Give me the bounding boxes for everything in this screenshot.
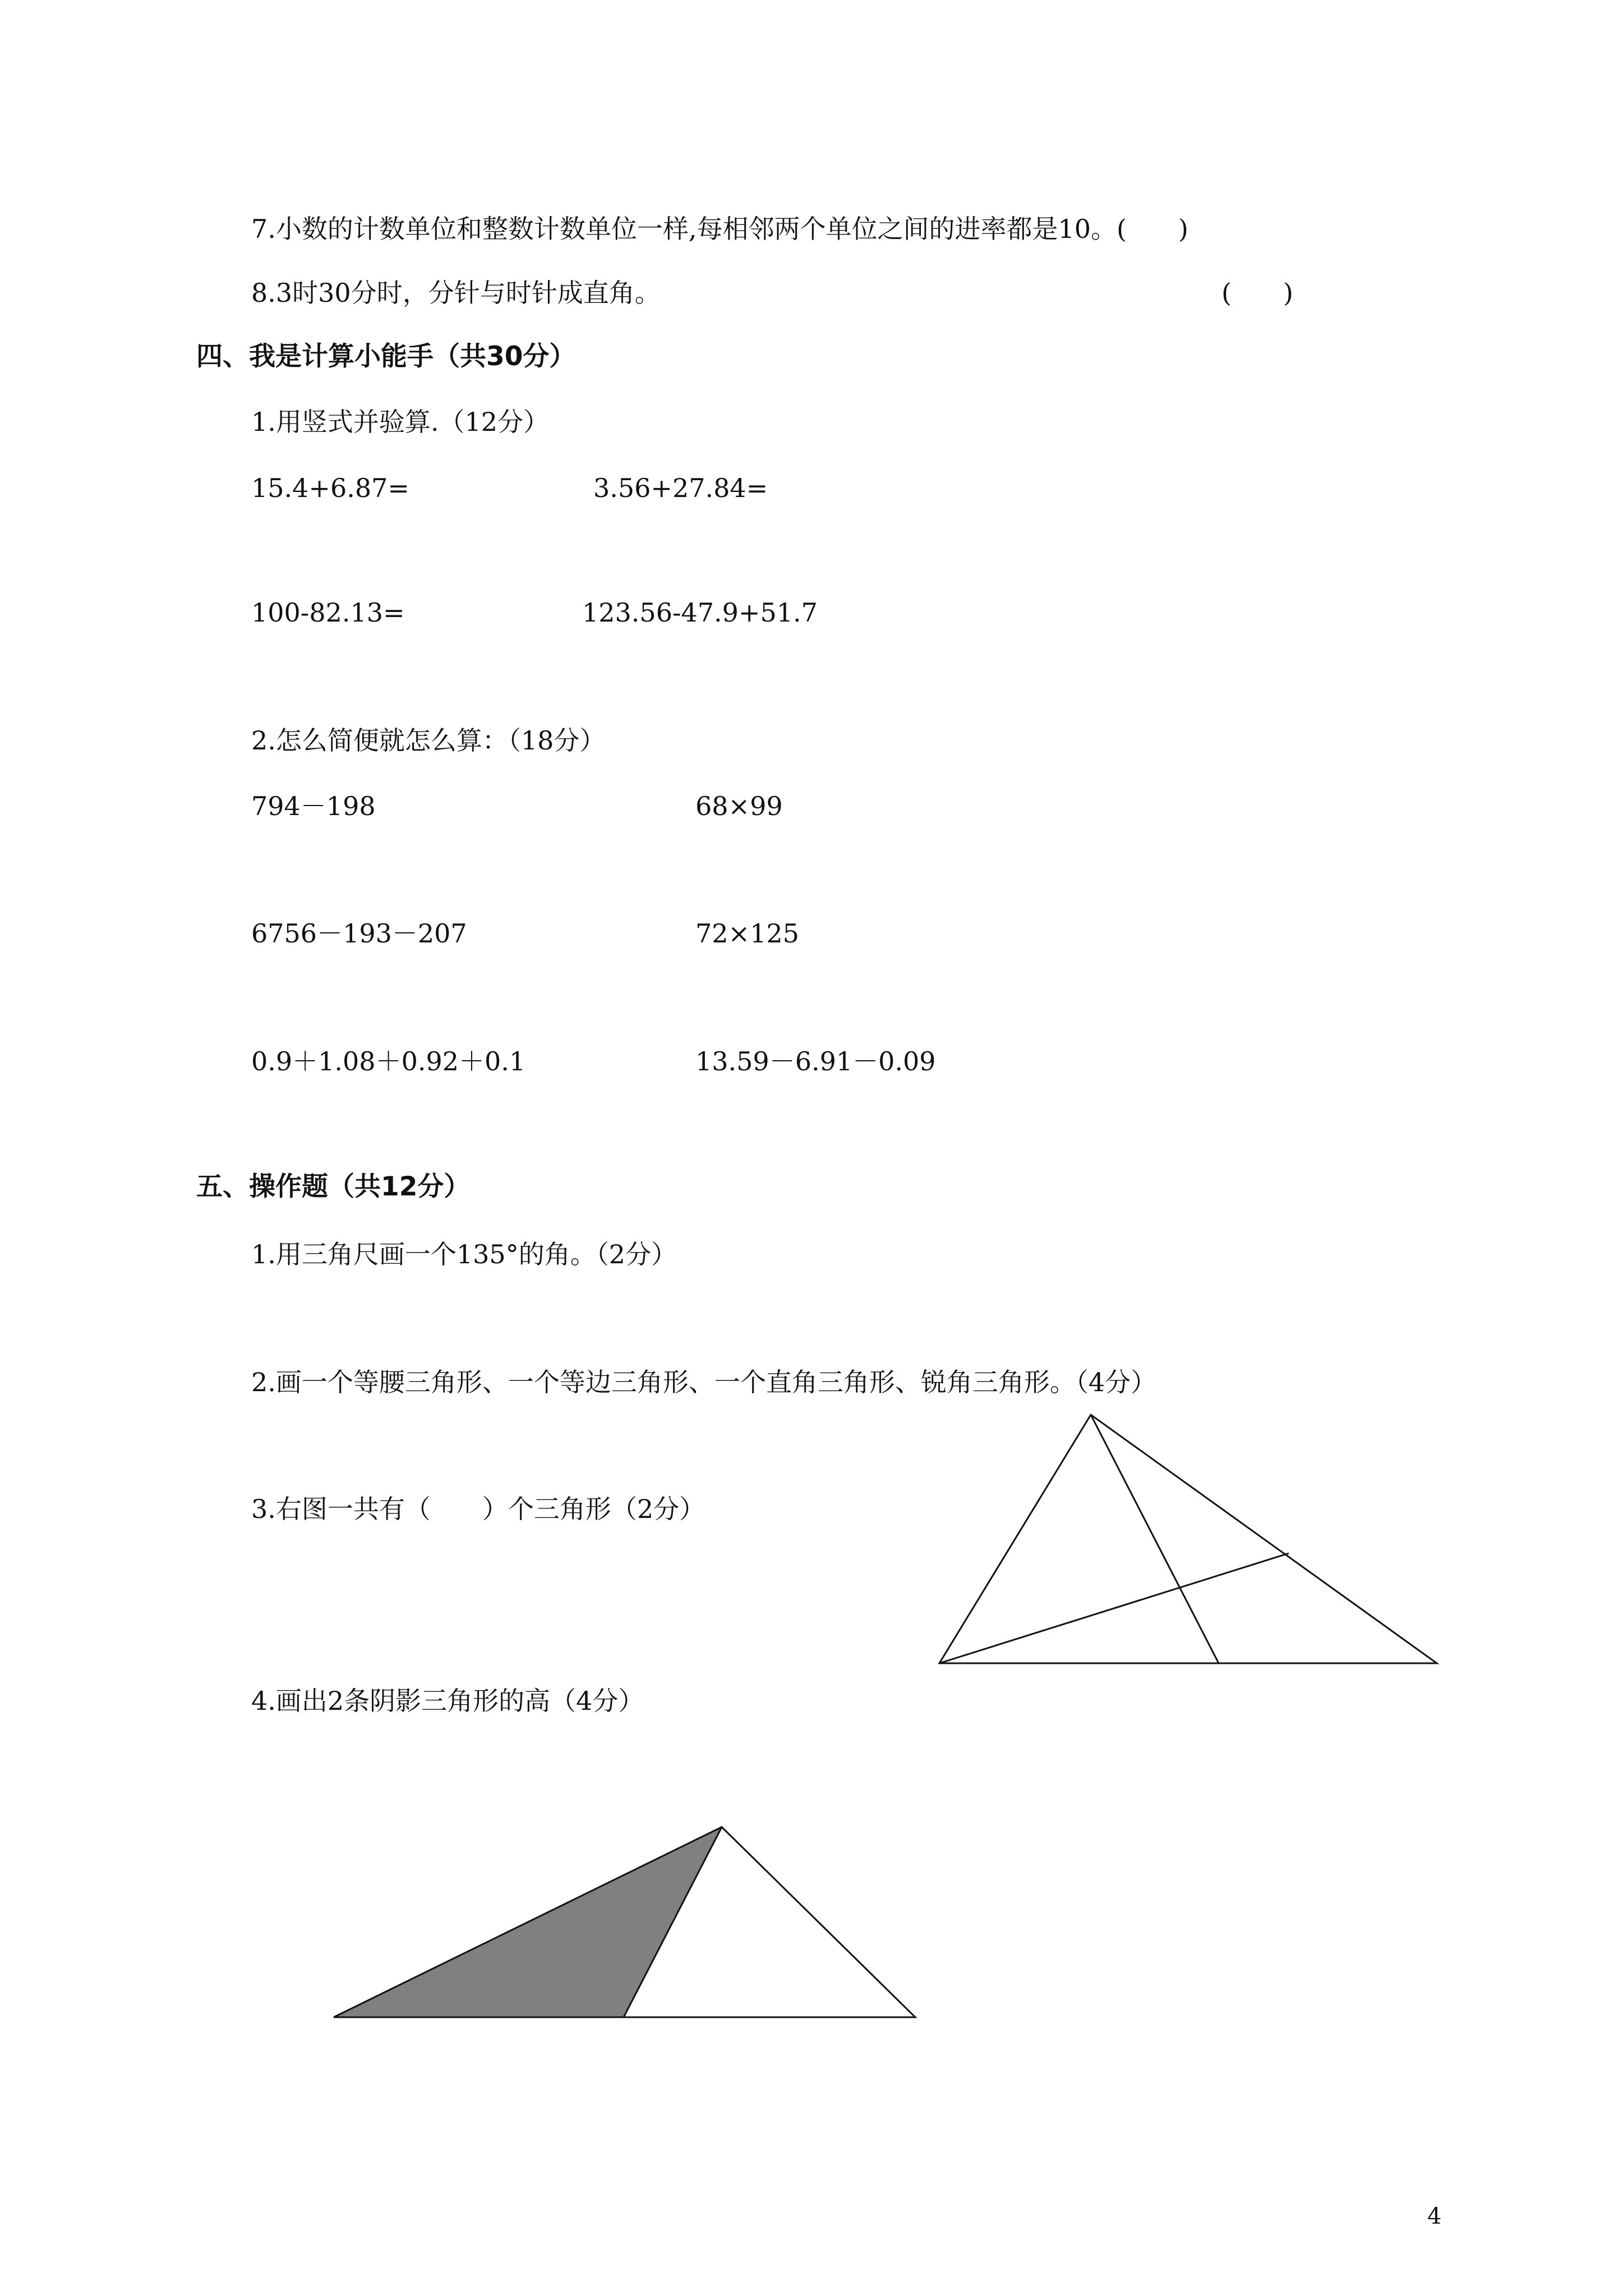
- simplify-expr-2: 68×99: [695, 791, 783, 821]
- section-4-title: 四、我是计算小能手（共30分）: [196, 341, 576, 372]
- triangle-count-figure: [931, 1402, 1447, 1683]
- vertical-calc-expr-2: 3.56+27.84=: [593, 473, 768, 503]
- section-5-q1: 1.用三角尺画一个135°的角。（2分）: [251, 1239, 677, 1269]
- section-4-q1-title: 1.用竖式并验算.（12分）: [251, 407, 550, 437]
- section-5-title: 五、操作题（共12分）: [196, 1171, 471, 1202]
- section-5-q4: 4.画出2条阴影三角形的高（4分）: [251, 1686, 644, 1716]
- judge-item-7: 7.小数的计数单位和整数计数单位一样,每相邻两个单位之间的进率都是10。( ): [251, 214, 1188, 244]
- judge-item-8: 8.3时30分时，分针与时针成直角。: [251, 278, 661, 308]
- section-5-q3: 3.右图一共有（ ）个三角形（2分）: [251, 1494, 706, 1524]
- page-number: 4: [1427, 2203, 1442, 2229]
- simplify-expr-3: 6756－193－207: [251, 918, 467, 949]
- vertical-calc-expr-3: 100-82.13=: [251, 597, 405, 628]
- inner-line-from-apex: [1091, 1415, 1219, 1663]
- vertical-calc-expr-1: 15.4+6.87=: [251, 473, 409, 503]
- simplify-expr-4: 72×125: [695, 918, 799, 949]
- inner-line-from-left-corner: [939, 1553, 1289, 1663]
- section-5-q2: 2.画一个等腰三角形、一个等边三角形、一个直角三角形、锐角三角形。（4分）: [251, 1367, 1157, 1397]
- vertical-calc-expr-4: 123.56-47.9+51.7: [582, 597, 818, 628]
- shaded-triangle-figure: [328, 1818, 934, 2031]
- simplify-expr-1: 794－198: [251, 791, 376, 821]
- judge-item-8-answer-blank[interactable]: ( ): [1221, 278, 1293, 308]
- section-4-q2-title: 2.怎么简便就怎么算：（18分）: [251, 725, 606, 756]
- simplify-expr-6: 13.59－6.91－0.09: [695, 1046, 936, 1076]
- outer-triangle: [939, 1415, 1437, 1663]
- simplify-expr-5: 0.9＋1.08＋0.92＋0.1: [251, 1046, 526, 1076]
